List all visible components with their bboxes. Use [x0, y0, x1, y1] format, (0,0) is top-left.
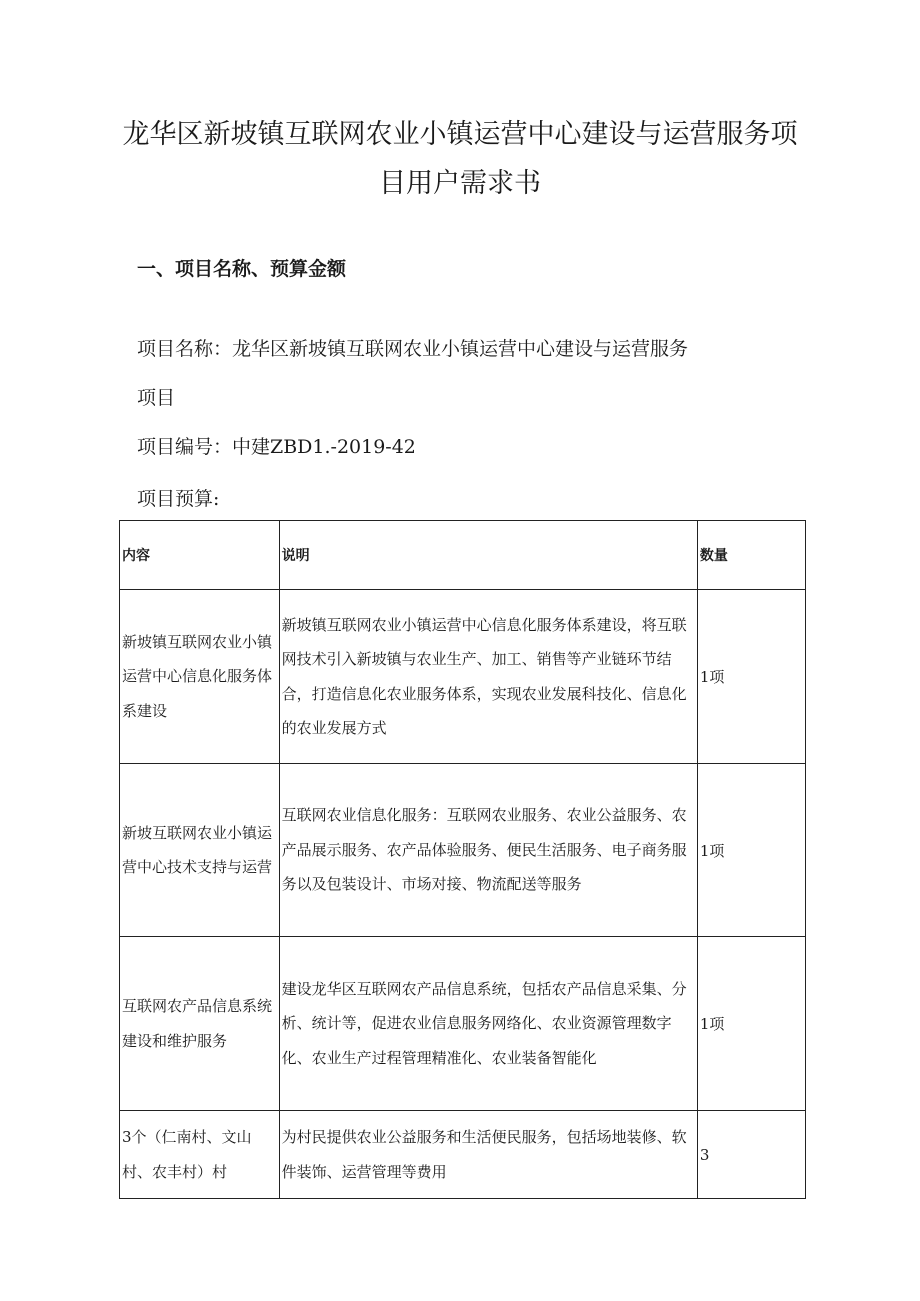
table-row [120, 590, 806, 764]
row-content: 新坡互联网农业小镇运营中心技术支持与运营 [122, 823, 273, 876]
row-quantity-cell [697, 764, 805, 937]
row-quantity: 1项 [699, 668, 725, 686]
row-description-cell [279, 1111, 697, 1199]
row-content: 互联网农产品信息系统建设和维护服务 [122, 997, 273, 1050]
document-title-line-2: 目用户需求书 [379, 168, 541, 199]
row-content: 3个（仁南村、文山村、农丰村）村 [122, 1128, 252, 1181]
row-content-cell [120, 764, 280, 937]
row-quantity-cell [697, 937, 805, 1111]
header-description: 说明 [279, 521, 697, 590]
row-quantity-cell [697, 590, 805, 764]
row-quantity: 3 [699, 1145, 710, 1164]
row-description: 互联网农业信息化服务：互联网农业服务、农业公益服务、农产品展示服务、农产品体验服务、便民生活服务、电子商务服务以及包装设计、市场对接、物流配送等服务 [281, 806, 687, 894]
row-description: 为村民提供农业公益服务和生活便民服务，包括场地装修、软件装饰、运营管理等费用 [281, 1128, 687, 1181]
row-description-cell [279, 590, 697, 764]
section-heading-project-name-budget: 一、项目名称、预算金额 [137, 258, 347, 280]
table-row [120, 764, 806, 937]
row-content-cell [120, 1111, 280, 1199]
row-description: 新坡镇互联网农业小镇运营中心信息化服务体系建设，将互联网技术引入新坡镇与农业生产、加工、销售等产业链环节结合，打造信息化农业服务体系，实现农业发展科技化、信息化的农业发展方式 [281, 615, 687, 737]
project-name-line-2: 项目 [137, 387, 176, 409]
project-code: 项目编号：中建ZBD1.-2019-42 [137, 436, 416, 458]
row-content-cell [120, 937, 280, 1111]
table-header-row [120, 521, 806, 590]
row-quantity: 1项 [699, 1015, 725, 1033]
budget-table [119, 520, 806, 1199]
row-quantity: 1项 [699, 841, 725, 860]
document-title-line-1: 龙华区新坡镇互联网农业小镇运营中心建设与运营服务项 [122, 119, 798, 150]
row-quantity-cell [697, 1111, 805, 1199]
project-budget-label: 项目预算: [137, 488, 220, 510]
table-row [120, 937, 806, 1111]
project-name-line-1: 项目名称：龙华区新坡镇互联网农业小镇运营中心建设与运营服务 [137, 338, 689, 360]
row-description: 建设龙华区互联网农产品信息系统，包括农产品信息采集、分析、统计等，促进农业信息服务网络化、农业资源管理数字化、农业生产过程管理精准化、农业装备智能化 [281, 979, 687, 1067]
header-content: 内容 [120, 521, 280, 590]
row-description-cell [279, 764, 697, 937]
row-content-cell [120, 590, 280, 764]
row-content: 新坡镇互联网农业小镇运营中心信息化服务体系建设 [122, 632, 273, 720]
row-description-cell [279, 937, 697, 1111]
table-row [120, 1111, 806, 1199]
header-quantity: 数量 [697, 521, 805, 590]
